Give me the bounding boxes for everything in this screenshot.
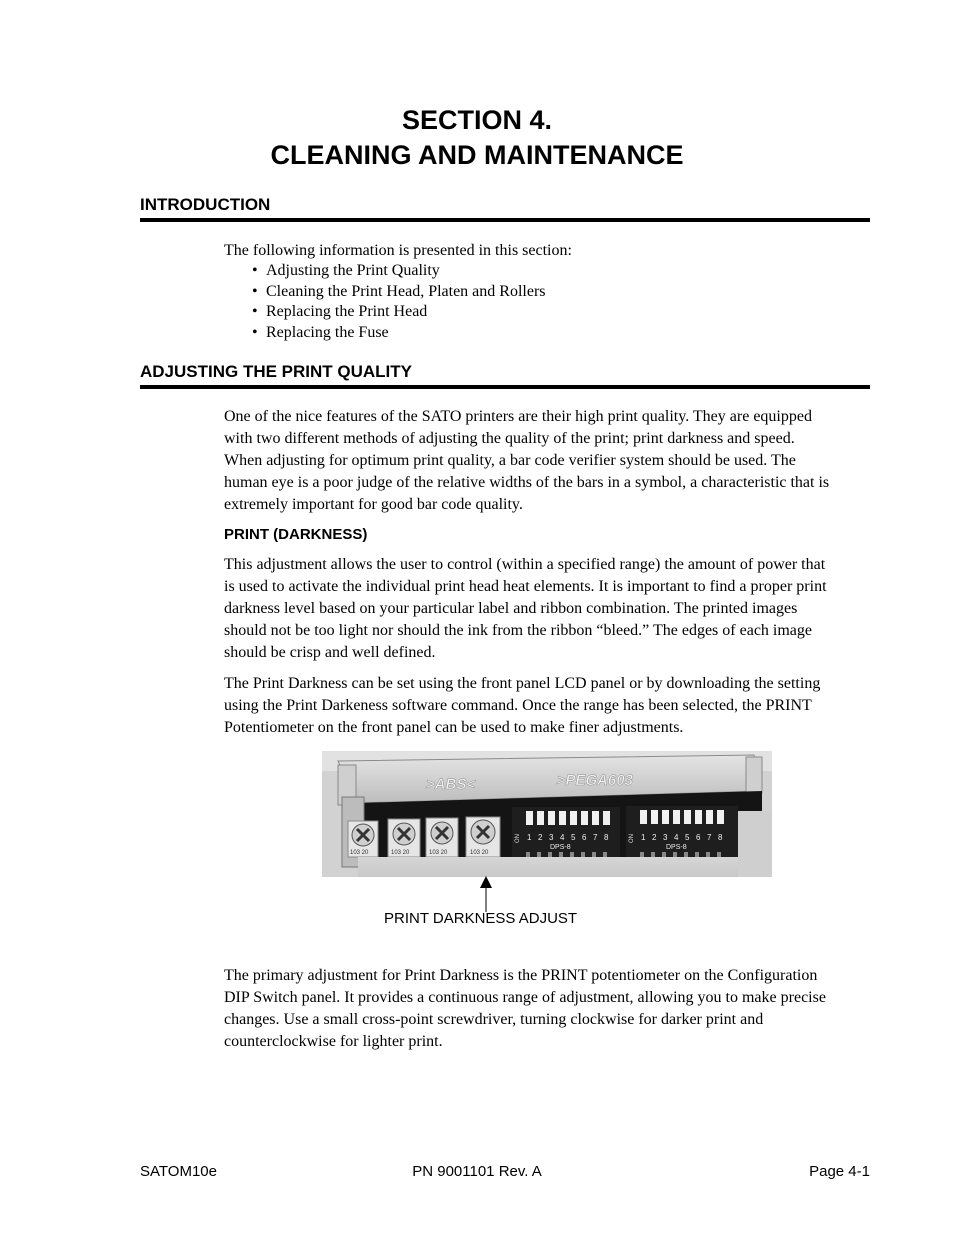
section-title-line2: CLEANING AND MAINTENANCE	[270, 140, 684, 170]
svg-text:5: 5	[571, 833, 576, 842]
list-item: • Replacing the Print Head	[252, 303, 428, 320]
introduction-lead: The following information is presented in this section:	[224, 242, 572, 259]
print-potentiometer	[466, 817, 500, 857]
svg-text:103 20: 103 20	[350, 850, 369, 856]
potentiometer	[348, 821, 378, 857]
print-quality-rule	[140, 385, 870, 389]
paragraph-potentiometer-adjustment: The primary adjustment for Print Darkness is the PRINT potentiometer on the Configuration DIP Switch panel. It provides a continuous range of adjustment, allowing you to make precise changes. Use a small cross-point screwdriver, turning clockwise for darker print and counterclockwise for lighter print.	[224, 967, 826, 1050]
svg-text:4: 4	[674, 833, 679, 842]
dip-switch-panel-photo	[322, 751, 772, 877]
arrow-up-icon	[476, 876, 496, 912]
svg-text:7: 7	[707, 833, 712, 842]
svg-text:3: 3	[663, 833, 668, 842]
svg-text:103 20: 103 20	[391, 850, 410, 856]
svg-text:DPS-8: DPS-8	[666, 844, 687, 851]
list-item: • Replacing the Fuse	[252, 323, 389, 341]
svg-text:2: 2	[538, 833, 543, 842]
print-darkness-subheading: PRINT (DARKNESS)	[224, 526, 368, 543]
svg-text:4: 4	[560, 833, 565, 842]
svg-text:8: 8	[718, 833, 723, 842]
svg-text:>ABS<: >ABS<	[424, 776, 477, 793]
svg-text:2: 2	[652, 833, 657, 842]
svg-text:8: 8	[604, 833, 609, 842]
list-item: • Cleaning the Print Head, Platen and Rollers	[252, 282, 546, 300]
footer-document-id: SATOM10e	[140, 1163, 217, 1180]
svg-text:DPS-8: DPS-8	[550, 844, 571, 851]
footer-part-number: PN 9001101 Rev. A	[412, 1163, 542, 1180]
potentiometer	[388, 819, 420, 857]
figure-caption: PRINT DARKNESS ADJUST	[384, 910, 578, 927]
introduction-heading: INTRODUCTION	[140, 195, 271, 214]
introduction-list	[252, 261, 546, 343]
print-quality-heading: ADJUSTING THE PRINT QUALITY	[140, 362, 413, 381]
svg-text:ON: ON	[515, 834, 521, 843]
dip-switch-bank-2	[626, 806, 738, 857]
svg-text:103 20: 103 20	[470, 850, 489, 856]
svg-text:6: 6	[696, 833, 701, 842]
svg-text:6: 6	[582, 833, 587, 842]
svg-text:3: 3	[549, 833, 554, 842]
introduction-rule	[140, 218, 870, 222]
svg-text:ON: ON	[629, 834, 635, 843]
svg-text:>PEGA603: >PEGA603	[555, 772, 635, 789]
svg-text:7: 7	[593, 833, 598, 842]
dip-switch-bank-1	[512, 807, 620, 857]
svg-text:103 20: 103 20	[429, 850, 448, 856]
section-title-line1: SECTION 4.	[401, 105, 553, 135]
footer-page-number: Page 4-1	[809, 1163, 870, 1180]
list-item: • Adjusting the Print Quality	[252, 262, 440, 279]
svg-text:1: 1	[527, 833, 532, 842]
svg-text:5: 5	[685, 833, 690, 842]
paragraph-darkness-setting: The Print Darkness can be set using the front panel LCD panel or by downloading the setting using the Print Darkeness software command. Once the range has been selected, the PRINT Potentiometer on the front panel can be used to make finer adjustments.	[224, 675, 821, 736]
paragraph-print-quality-intro: One of the nice features of the SATO printers are their high print quality. They are equipped with two different methods of adjusting the quality of the print; print darkness and speed. When adjusting for optimum print quality, a bar code verifier system should be used. The human eye is a poor judge of the relative widths of the bars in a symbol, a characteristic that is extremely important for good bar code quality.	[224, 408, 830, 513]
paragraph-darkness-description: This adjustment allows the user to control (within a specified range) the amount of power that is used to activate the individual print head heat elements. It is important to find a proper print darkness level based on your particular label and ribbon combination. The printed images should not be too light nor should the ink from the ribbon “bleed.” The edges of each image should be crisp and well defined.	[224, 556, 827, 661]
potentiometer	[426, 818, 458, 857]
svg-text:1: 1	[641, 833, 646, 842]
